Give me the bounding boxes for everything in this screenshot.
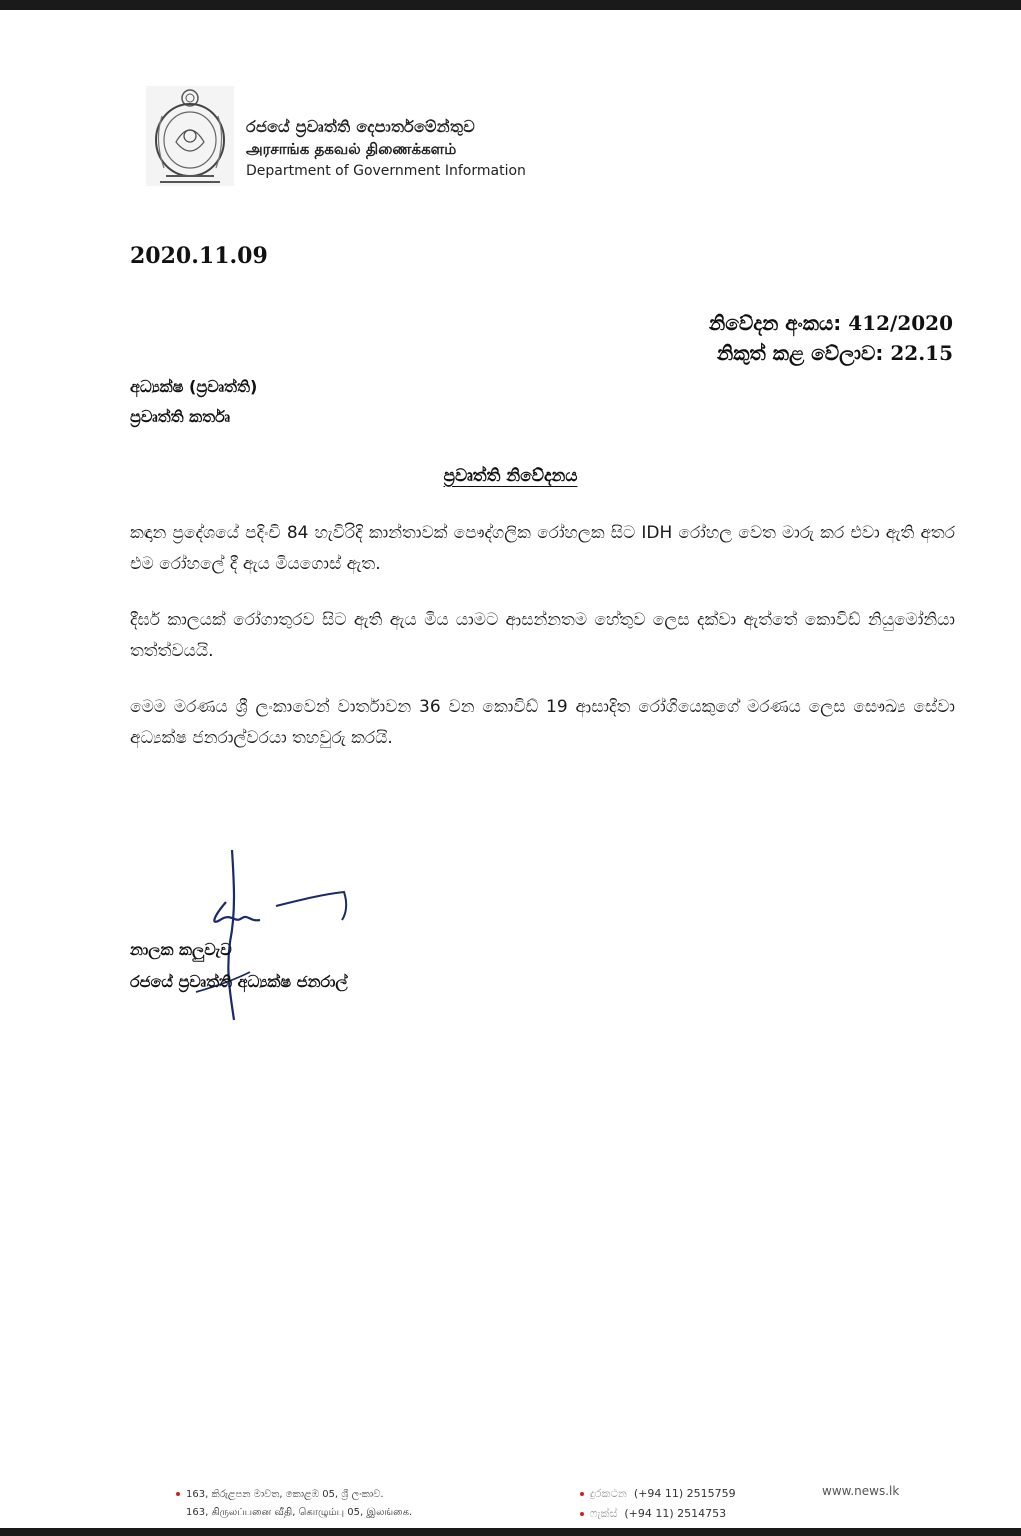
signer-title: රජයේ ප්‍රවෘත්ති අධ්‍යක්ෂ ජනරාල් xyxy=(130,972,348,991)
document-heading xyxy=(0,466,1021,486)
address-sinhala: 163, කිරුළපන මාවත, කොළඹ 05, ශ්‍රී ලංකාව. xyxy=(186,1489,384,1500)
phone-label: දුරකථන xyxy=(590,1487,627,1500)
notice-number-line xyxy=(709,308,953,338)
footer xyxy=(0,1478,1021,1528)
fax-label: ෆැක්ස් xyxy=(590,1507,618,1520)
notice-number-label: නිවේදන අංකය: xyxy=(708,311,842,335)
recipient-editor: ප්‍රවෘත්ති කර්තෘ xyxy=(130,407,231,426)
signer-block xyxy=(130,934,348,998)
footer-address xyxy=(176,1486,412,1522)
bullet-icon xyxy=(580,1492,584,1496)
dept-name-sinhala: රජයේ ප්‍රවෘත්ති දෙපාර්තමේන්තුව xyxy=(246,117,476,136)
dept-name-english: Department of Government Information xyxy=(246,163,526,179)
bottom-border xyxy=(0,1528,1021,1536)
paragraph-2: දීර්ඝ කාලයක් රෝගාතුරව සිට ඇති ඇය මිය යාමට ආසන්නතම හේතුව ලෙස දක්වා ඇත්තේ කොවිඩ් නියුමෝනියා තත්ත්වයයි. xyxy=(130,610,955,661)
website-link[interactable]: www.news.lk xyxy=(822,1484,900,1498)
issue-time: 22.15 xyxy=(890,341,953,365)
issue-time-line xyxy=(709,338,953,368)
issue-time-label: නිකුත් කළ වේලාව: xyxy=(717,341,884,365)
letterhead xyxy=(140,82,570,188)
footer-contacts xyxy=(580,1484,736,1524)
heading-text: ප්‍රවෘත්ති නිවේදනය xyxy=(443,466,578,486)
fax-number: (+94 11) 2514753 xyxy=(624,1507,727,1520)
notice-meta xyxy=(709,308,953,368)
paragraph-3: මෙම මරණය ශ්‍රී ලංකාවෙන් වාර්තාවන 36 වන කොවිඩ් 19 ආසාදිත රෝගියෙකුගේ මරණය ලෙස සෞඛ්‍ය සේවා අධ්‍යක්ෂ ජනරාල්වරයා තහවුරු කරයි. xyxy=(130,697,955,748)
recipient-director: අධ්‍යක්ෂ (ප්‍රවෘත්ති) xyxy=(130,377,258,396)
phone-number: (+94 11) 2515759 xyxy=(633,1487,736,1500)
state-emblem-icon xyxy=(146,86,234,186)
recipients xyxy=(130,372,257,432)
bullet-icon xyxy=(580,1512,584,1516)
signer-name: නාලක කලුවැව xyxy=(130,940,232,959)
document-date: 2020.11.09 xyxy=(130,243,268,269)
address-tamil: 163, கிருலப்பனை வீதி, கொழும்பு 05, இலங்கை. xyxy=(186,1507,413,1518)
top-border xyxy=(0,0,1021,10)
notice-number: 412/2020 xyxy=(848,311,953,335)
dept-name-tamil: அரசாங்க தகவல் திணைக்களம் xyxy=(246,140,457,158)
paragraph-1: කඳාන ප්‍රදේශයේ පදිංචි 84 හැවිරිදි කාන්තාවක් පෞද්ගලික රෝහලක සිට IDH රෝහල වෙත මාරු කර එවා ඇති අතර එම රෝහලේ දී ඇය මියගොස් ඇත. xyxy=(130,523,955,574)
bullet-icon xyxy=(176,1492,180,1496)
